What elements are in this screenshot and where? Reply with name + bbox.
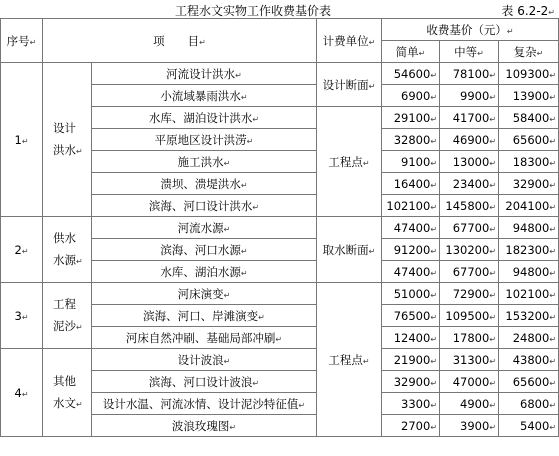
group-seq — [1, 63, 43, 217]
price-simple-text: 54600 — [393, 66, 431, 81]
item-name-text: 水库、湖泊水源 — [160, 264, 241, 279]
edit-mark-glyph: ↵ — [76, 322, 83, 332]
group-category-line2 — [53, 139, 89, 163]
edit-mark-glyph: ↵ — [76, 399, 83, 409]
price-medium — [440, 63, 499, 85]
table-caption — [0, 0, 559, 18]
billing-unit — [317, 63, 382, 107]
price-medium — [440, 217, 499, 239]
item-name-text: 溃坝、溃堤洪水 — [160, 176, 241, 191]
edit-mark-glyph: ↵ — [430, 180, 438, 190]
edit-mark-glyph: ↵ — [489, 400, 497, 410]
price-simple — [382, 283, 440, 305]
item-name — [92, 239, 317, 261]
group-category-line1: 工程 — [53, 296, 76, 311]
price-simple — [382, 393, 440, 415]
edit-mark-glyph: ↵ — [21, 312, 29, 322]
table-row — [1, 349, 559, 371]
price-complex-text: 182300 — [505, 242, 550, 257]
price-complex-text: 32900 — [512, 176, 550, 191]
header-medium: 中等↵ — [440, 41, 499, 63]
price-complex-text: 18300 — [512, 154, 550, 169]
edit-mark-glyph: ↵ — [489, 158, 497, 168]
price-medium — [440, 195, 499, 217]
edit-mark-glyph: ↵ — [549, 158, 557, 168]
edit-mark-glyph: ↵ — [549, 268, 557, 278]
billing-unit-text: 设计断面 — [322, 77, 369, 92]
edit-mark-glyph: ↵ — [240, 180, 248, 190]
edit-mark-glyph: ↵ — [549, 378, 557, 388]
edit-mark-glyph: ↵ — [430, 114, 438, 124]
price-simple-text: 32900 — [393, 374, 431, 389]
price-medium — [440, 371, 499, 393]
item-name-text: 平原地区设计洪涝 — [154, 132, 247, 147]
edit-mark-glyph: ↵ — [252, 202, 260, 212]
item-name-text: 设计波浪 — [177, 352, 224, 367]
price-medium-text: 67700 — [452, 220, 490, 235]
price-simple — [382, 305, 440, 327]
billing-unit-text: 工程点 — [328, 154, 363, 169]
header-price: 收费基价（元）↵ — [382, 19, 559, 41]
group-seq-text: 3 — [14, 308, 22, 323]
edit-mark-glyph: ↵ — [21, 136, 29, 146]
price-complex-text: 153200 — [505, 308, 550, 323]
item-name — [92, 195, 317, 217]
price-simple-text: 32800 — [393, 132, 431, 147]
price-medium-text: 78100 — [452, 66, 490, 81]
edit-mark-glyph: ↵ — [229, 422, 237, 432]
price-medium-text: 41700 — [452, 110, 490, 125]
group-category — [43, 283, 92, 349]
fee-table — [0, 18, 559, 437]
edit-mark-glyph: ↵ — [240, 92, 248, 102]
price-medium — [440, 393, 499, 415]
group-category-line1: 其他 — [53, 373, 76, 388]
item-name-text: 河床自然冲刷、基础局部冲刷 — [125, 330, 276, 345]
group-category-line2-text: 泥沙 — [53, 318, 76, 333]
edit-mark-glyph: ↵ — [489, 70, 497, 80]
item-name — [92, 217, 317, 239]
price-complex — [499, 151, 559, 173]
price-medium — [440, 85, 499, 107]
group-category-line2-text: 洪水 — [53, 142, 76, 157]
group-category-line2 — [53, 392, 89, 416]
price-complex — [499, 327, 559, 349]
price-simple-text: 2700 — [401, 418, 431, 433]
item-name — [92, 371, 317, 393]
price-medium-text: 3900 — [460, 418, 490, 433]
price-simple — [382, 217, 440, 239]
price-complex-text: 94800 — [512, 264, 550, 279]
price-complex-text: 65600 — [512, 132, 550, 147]
price-medium-text: 145800 — [445, 198, 490, 213]
edit-mark-glyph: ↵ — [430, 158, 438, 168]
group-category-line1: 设计 — [53, 120, 76, 135]
price-simple-text: 16400 — [393, 176, 431, 191]
edit-mark-glyph: ↵ — [430, 334, 438, 344]
item-name-text: 河床演变 — [177, 286, 224, 301]
edit-mark-glyph: ↵ — [223, 158, 231, 168]
price-complex-text: 65600 — [512, 374, 550, 389]
header-item: 项 目↵ — [43, 19, 317, 63]
price-medium-text: 72900 — [452, 286, 490, 301]
price-simple — [382, 327, 440, 349]
price-simple-text: 6900 — [401, 88, 431, 103]
price-complex — [499, 261, 559, 283]
header-simple: 简单↵ — [382, 41, 440, 63]
edit-mark-glyph: ↵ — [430, 290, 438, 300]
price-medium — [440, 107, 499, 129]
billing-unit — [317, 107, 382, 217]
item-name-text: 小流域暴雨洪水 — [160, 88, 241, 103]
price-simple-text: 12400 — [393, 330, 431, 345]
edit-mark-glyph: ↵ — [549, 224, 557, 234]
group-category — [43, 63, 92, 217]
table-number: 表 6.2-2↵ — [501, 4, 555, 18]
price-simple-text: 76500 — [393, 308, 431, 323]
edit-mark-glyph: ↵ — [549, 70, 557, 80]
edit-mark-glyph: ↵ — [430, 92, 438, 102]
item-name — [92, 151, 317, 173]
billing-unit — [317, 283, 382, 437]
edit-mark-glyph: ↵ — [21, 389, 29, 399]
price-complex-text: 58400 — [512, 110, 550, 125]
edit-mark-glyph: ↵ — [223, 224, 231, 234]
edit-mark-glyph: ↵ — [240, 246, 248, 256]
item-name-text: 水库、湖泊设计洪水 — [148, 110, 253, 125]
price-complex — [499, 63, 559, 85]
price-simple — [382, 63, 440, 85]
edit-mark-glyph: ↵ — [489, 356, 497, 366]
price-complex-text: 6800 — [520, 396, 550, 411]
edit-mark-glyph: ↵ — [430, 224, 438, 234]
edit-mark-glyph: ↵ — [489, 268, 497, 278]
edit-mark-glyph: ↵ — [549, 312, 557, 322]
edit-mark-glyph: ↵ — [549, 92, 557, 102]
group-seq-text: 4 — [14, 385, 22, 400]
price-complex — [499, 239, 559, 261]
price-medium-text: 109500 — [445, 308, 490, 323]
group-seq — [1, 217, 43, 283]
price-complex — [499, 129, 559, 151]
price-simple-text: 51000 — [393, 286, 431, 301]
edit-mark-glyph: ↵ — [549, 202, 557, 212]
price-medium — [440, 261, 499, 283]
price-medium-text: 130200 — [445, 242, 490, 257]
price-complex-text: 102100 — [505, 286, 550, 301]
edit-mark-glyph: ↵ — [489, 136, 497, 146]
edit-mark-glyph: ↵ — [258, 312, 265, 322]
edit-mark-glyph: ↵ — [430, 246, 438, 256]
price-simple-text: 91200 — [393, 242, 431, 257]
price-medium-text: 23400 — [452, 176, 490, 191]
edit-mark-glyph: ↵ — [489, 290, 497, 300]
fee-table-body — [1, 19, 559, 437]
item-name — [92, 261, 317, 283]
price-complex-text: 24800 — [512, 330, 550, 345]
price-complex-text: 204100 — [505, 198, 550, 213]
edit-mark-glyph: ↵ — [21, 246, 29, 256]
item-name — [92, 283, 317, 305]
edit-mark-glyph: ↵ — [489, 312, 497, 322]
edit-mark-glyph: ↵ — [430, 356, 438, 366]
price-simple — [382, 371, 440, 393]
group-category — [43, 217, 92, 283]
edit-mark-glyph: ↵ — [549, 400, 557, 410]
price-simple-text: 9100 — [401, 154, 431, 169]
table-row — [1, 283, 559, 305]
item-name-text: 施工洪水 — [177, 154, 224, 169]
price-simple-text: 21900 — [393, 352, 431, 367]
price-simple — [382, 415, 440, 437]
price-medium-text: 17800 — [452, 330, 490, 345]
price-complex — [499, 349, 559, 371]
price-complex — [499, 85, 559, 107]
edit-mark-glyph: ↵ — [549, 114, 557, 124]
price-simple-text: 3300 — [401, 396, 431, 411]
price-medium — [440, 173, 499, 195]
header-seq: 序号↵ — [1, 19, 43, 63]
item-name-text: 滨海、河口、岸滩演变 — [143, 308, 259, 323]
price-simple — [382, 261, 440, 283]
price-complex — [499, 217, 559, 239]
edit-mark-glyph: ↵ — [489, 180, 497, 190]
price-medium-text: 67700 — [452, 264, 490, 279]
header-unit: 计费单位↵ — [317, 19, 382, 63]
edit-mark-glyph: ↵ — [489, 202, 497, 212]
item-name-text: 波浪玫瑰图 — [171, 418, 230, 433]
price-simple — [382, 349, 440, 371]
item-name — [92, 327, 317, 349]
edit-mark-glyph: ↵ — [430, 422, 438, 432]
group-seq-text: 2 — [14, 242, 22, 257]
edit-mark-glyph: ↵ — [549, 180, 557, 190]
price-simple — [382, 107, 440, 129]
item-name-text: 滨海、河口水源 — [160, 242, 241, 257]
edit-mark-glyph: ↵ — [76, 256, 83, 266]
edit-mark-glyph: ↵ — [489, 422, 497, 432]
item-name — [92, 415, 317, 437]
price-medium — [440, 305, 499, 327]
item-name — [92, 349, 317, 371]
edit-mark-glyph: ↵ — [298, 400, 306, 410]
edit-mark-glyph: ↵ — [368, 81, 376, 91]
edit-mark-glyph: ↵ — [223, 356, 231, 366]
group-category-line2 — [53, 315, 89, 339]
edit-mark-glyph: ↵ — [252, 378, 260, 388]
billing-unit-text: 工程点 — [328, 352, 363, 367]
item-name — [92, 129, 317, 151]
edit-mark-glyph: ↵ — [549, 290, 557, 300]
price-medium-text: 13000 — [452, 154, 490, 169]
edit-mark-glyph: ↵ — [368, 246, 376, 256]
price-medium-text: 46900 — [452, 132, 490, 147]
edit-mark-glyph: ↵ — [430, 400, 438, 410]
edit-mark-glyph: ↵ — [240, 268, 248, 278]
edit-mark-glyph: ↵ — [430, 70, 438, 80]
price-simple — [382, 129, 440, 151]
edit-mark-glyph: ↵ — [430, 202, 438, 212]
edit-mark-glyph: ↵ — [489, 246, 497, 256]
price-simple-text: 102100 — [386, 198, 431, 213]
price-complex-text: 5400 — [520, 418, 550, 433]
edit-mark-glyph: ↵ — [549, 422, 557, 432]
item-name — [92, 107, 317, 129]
edit-mark-glyph: ↵ — [235, 70, 242, 80]
price-simple-text: 47400 — [393, 220, 431, 235]
price-medium — [440, 415, 499, 437]
group-category-line2 — [53, 249, 89, 273]
edit-mark-glyph: ↵ — [252, 114, 260, 124]
edit-mark-glyph: ↵ — [549, 136, 557, 146]
item-name-text: 河流设计洪水 — [166, 66, 236, 81]
edit-mark-glyph: ↵ — [549, 356, 557, 366]
price-simple — [382, 239, 440, 261]
edit-mark-glyph: ↵ — [76, 146, 83, 156]
price-complex-text: 43800 — [512, 352, 550, 367]
item-name-text: 滨海、河口设计洪水 — [148, 198, 253, 213]
table-title: 工程水文实物工作收费基价表 — [175, 4, 332, 18]
billing-unit-text: 取水断面 — [322, 242, 369, 257]
edit-mark-glyph: ↵ — [489, 224, 497, 234]
edit-mark-glyph: ↵ — [489, 92, 497, 102]
item-name — [92, 393, 317, 415]
price-complex — [499, 283, 559, 305]
item-name-text: 设计水温、河流冰情、设计泥沙特征值 — [102, 396, 299, 411]
price-complex — [499, 305, 559, 327]
price-simple — [382, 151, 440, 173]
price-complex — [499, 107, 559, 129]
group-category-line2-text: 水源 — [53, 252, 76, 267]
price-simple — [382, 173, 440, 195]
price-simple-text: 47400 — [393, 264, 431, 279]
edit-mark-glyph: ↵ — [246, 136, 254, 146]
edit-mark-glyph: ↵ — [430, 312, 438, 322]
item-name-text: 河流水源 — [177, 220, 224, 235]
group-seq — [1, 283, 43, 349]
group-category-line1: 供水 — [53, 230, 76, 245]
price-medium-text: 4900 — [460, 396, 490, 411]
price-complex — [499, 371, 559, 393]
table-row — [1, 217, 559, 239]
price-complex-text: 109300 — [505, 66, 550, 81]
edit-mark-glyph: ↵ — [430, 136, 438, 146]
price-complex-text: 13900 — [512, 88, 550, 103]
item-name — [92, 63, 317, 85]
price-simple-text: 29100 — [393, 110, 431, 125]
item-name — [92, 305, 317, 327]
price-complex — [499, 393, 559, 415]
header-row-1 — [1, 19, 559, 41]
edit-mark-glyph: ↵ — [430, 378, 438, 388]
edit-mark-glyph: ↵ — [275, 334, 283, 344]
header-complex: 复杂↵ — [499, 41, 559, 63]
price-medium — [440, 151, 499, 173]
edit-mark-glyph: ↵ — [223, 290, 231, 300]
price-medium-text: 47000 — [452, 374, 490, 389]
price-medium-text: 31300 — [452, 352, 490, 367]
price-complex — [499, 173, 559, 195]
edit-mark-glyph: ↵ — [489, 334, 497, 344]
edit-mark-glyph: ↵ — [549, 334, 557, 344]
edit-mark-glyph: ↵ — [362, 158, 370, 168]
price-medium — [440, 283, 499, 305]
price-complex — [499, 415, 559, 437]
price-medium — [440, 129, 499, 151]
edit-mark-glyph: ↵ — [362, 356, 370, 366]
price-complex-text: 94800 — [512, 220, 550, 235]
table-row — [1, 63, 559, 85]
item-name — [92, 173, 317, 195]
billing-unit — [317, 217, 382, 283]
item-name-text: 滨海、河口设计波浪 — [148, 374, 253, 389]
price-simple — [382, 85, 440, 107]
price-complex — [499, 195, 559, 217]
price-medium — [440, 349, 499, 371]
group-category-line2-text: 水文 — [53, 395, 76, 410]
item-name — [92, 85, 317, 107]
price-medium-text: 9900 — [460, 88, 490, 103]
group-category — [43, 349, 92, 437]
price-medium — [440, 239, 499, 261]
price-medium — [440, 327, 499, 349]
edit-mark-glyph: ↵ — [489, 378, 497, 388]
edit-mark-glyph: ↵ — [549, 246, 557, 256]
group-seq — [1, 349, 43, 437]
edit-mark-glyph: ↵ — [430, 268, 438, 278]
price-simple — [382, 195, 440, 217]
group-seq-text: 1 — [14, 132, 22, 147]
edit-mark-glyph: ↵ — [489, 114, 497, 124]
